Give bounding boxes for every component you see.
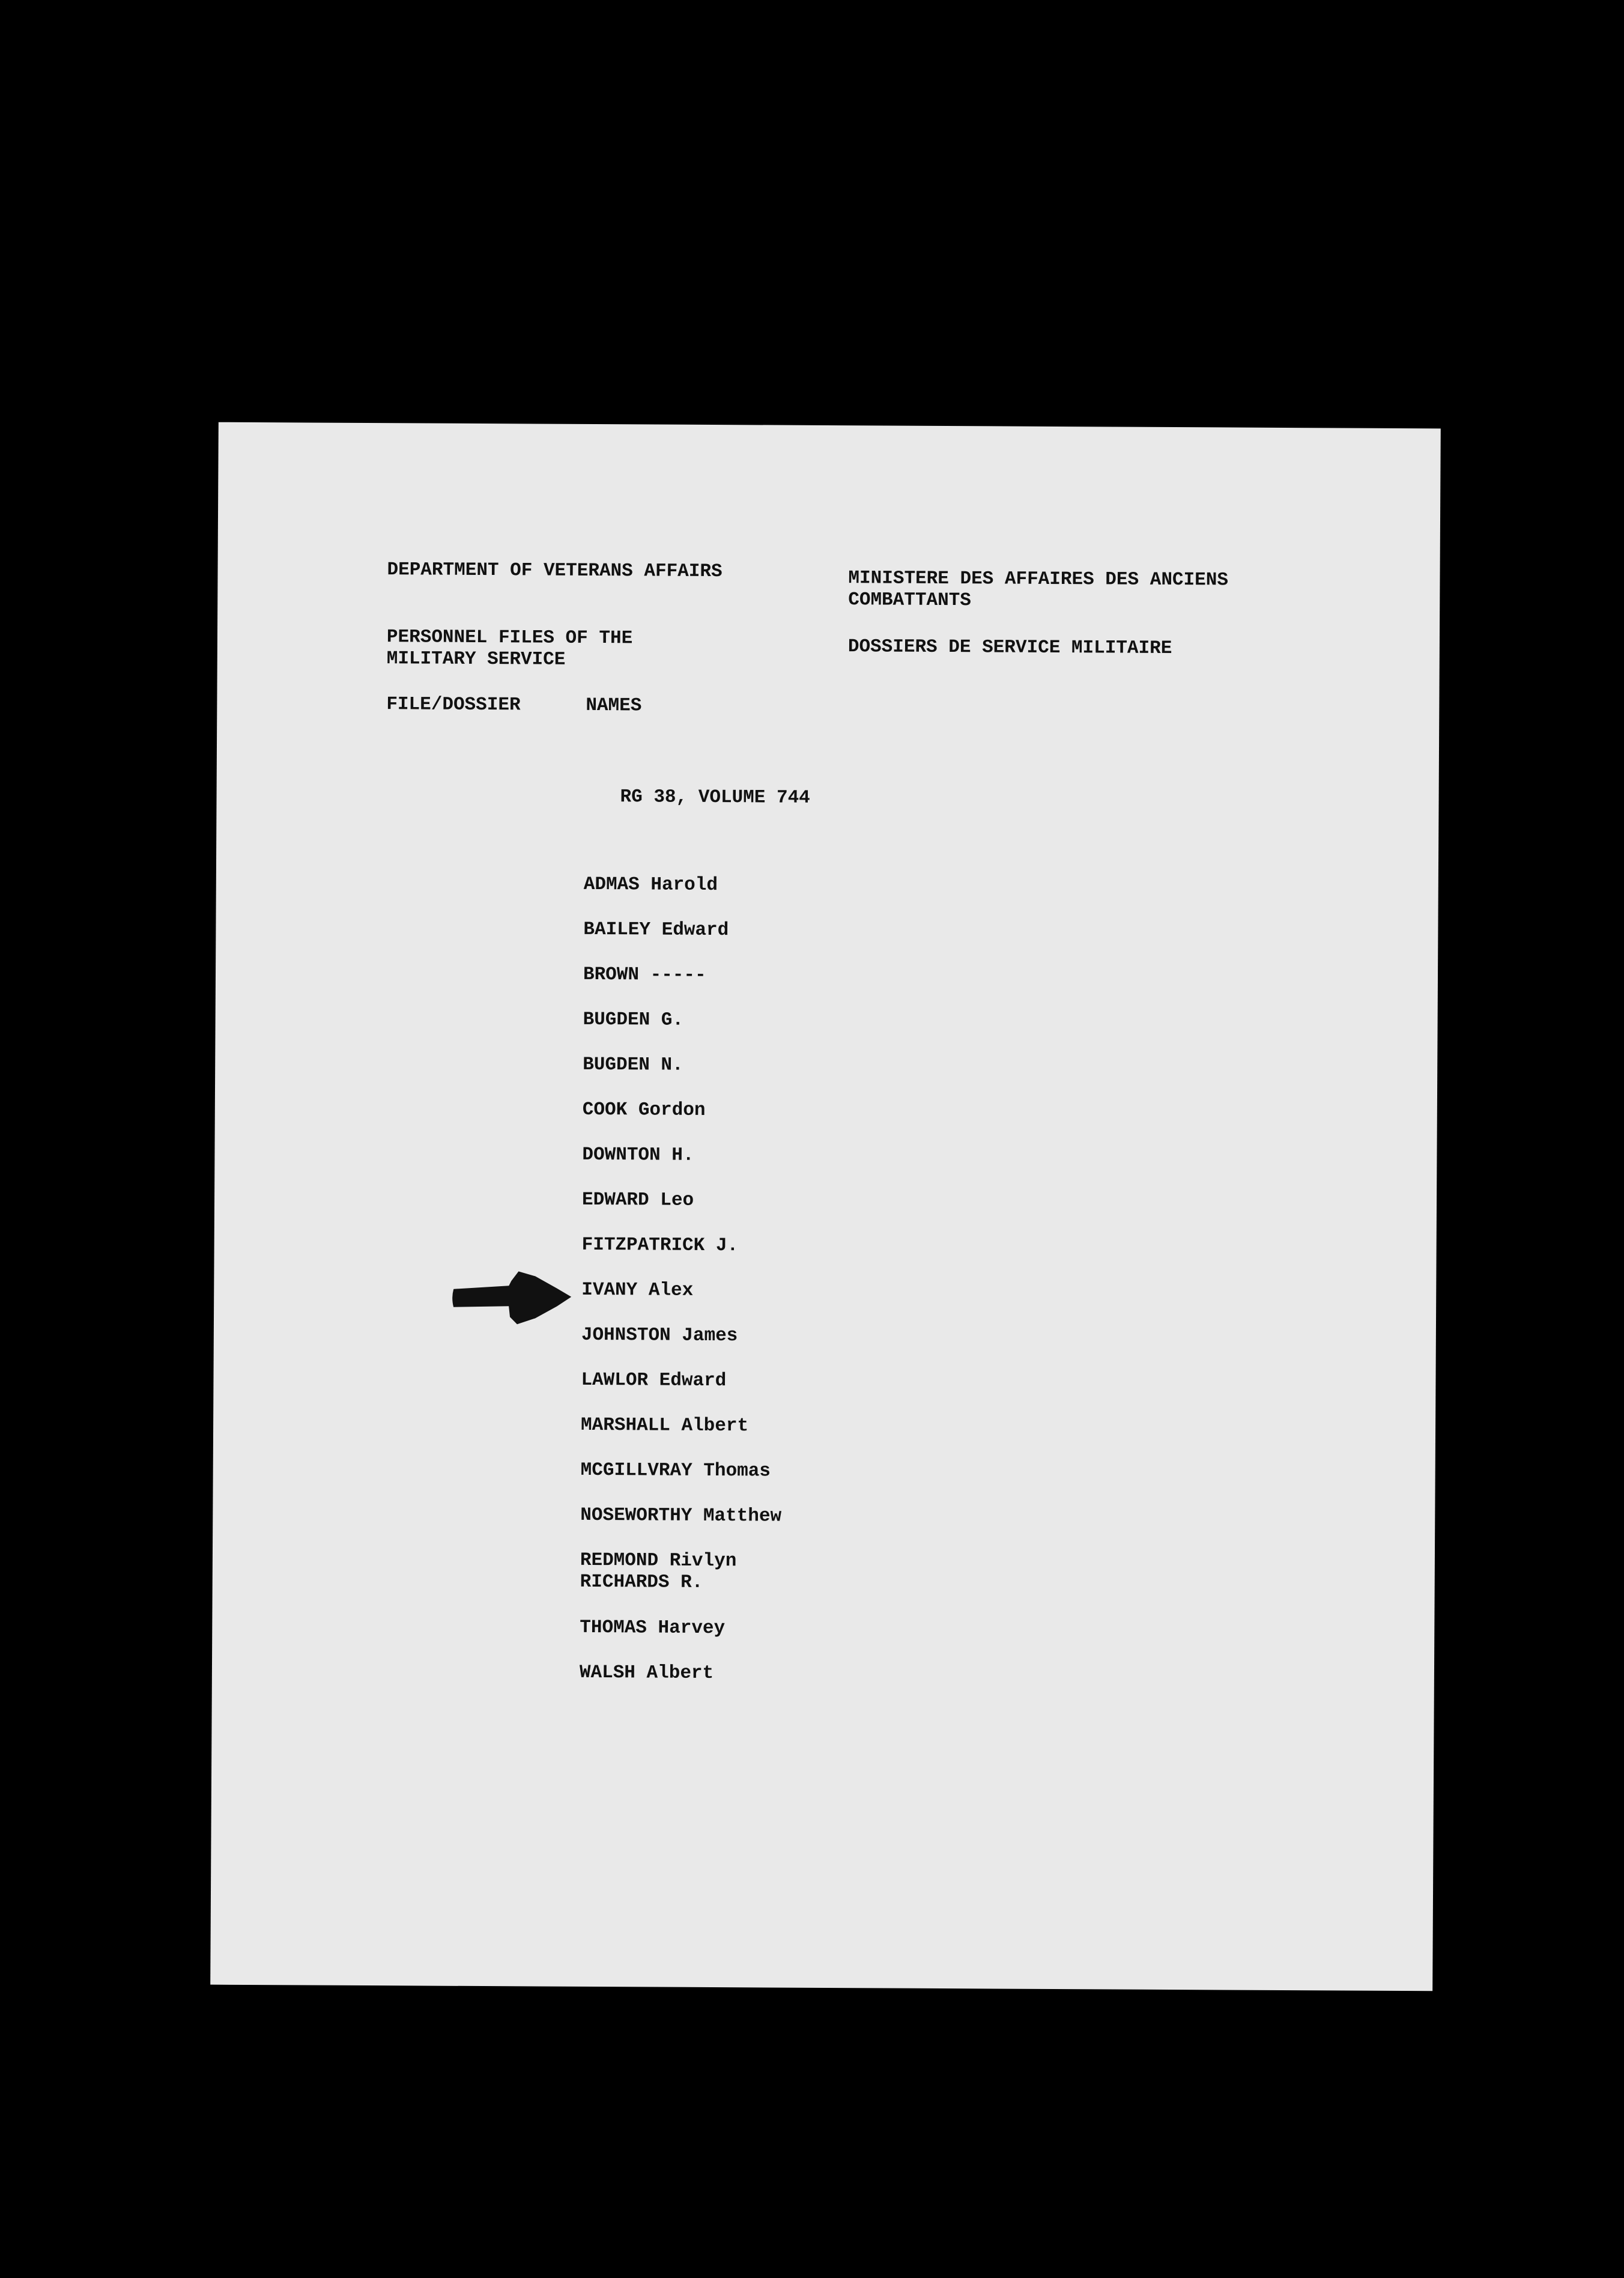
list-item: MARSHALL Albert (580, 1414, 749, 1437)
list-item: WALSH Albert (579, 1662, 714, 1684)
files-en-line2: MILITARY SERVICE (386, 648, 566, 670)
list-item: BUGDEN N. (583, 1054, 683, 1076)
document-page (210, 422, 1441, 1991)
department-fr-line2: COMBATTANTS (848, 589, 972, 612)
volume-heading: RG 38, VOLUME 744 (620, 786, 810, 809)
files-fr: DOSSIERS DE SERVICE MILITAIRE (847, 636, 1172, 660)
list-item: ADMAS Harold (583, 873, 718, 896)
list-item: FITZPATRICK J. (581, 1234, 739, 1257)
list-item: DOWNTON H. (582, 1144, 694, 1166)
list-item: JOHNSTON James (581, 1324, 738, 1347)
list-item: REDMOND Rivlyn (580, 1549, 737, 1572)
list-item: MCGILLVRAY Thomas (580, 1459, 771, 1482)
file-column-label: FILE/DOSSIER (386, 694, 521, 716)
department-en: DEPARTMENT OF VETERANS AFFAIRS (387, 559, 723, 583)
department-fr-line1: MINISTERE DES AFFAIRES DES ANCIENS (848, 568, 1229, 591)
pointing-arrow-icon (451, 1266, 578, 1327)
files-en-line1: PERSONNEL FILES OF THE (386, 627, 633, 649)
list-item: THOMAS Harvey (580, 1617, 726, 1639)
list-item: RICHARDS R. (580, 1571, 703, 1593)
list-item: BROWN ----- (583, 964, 706, 986)
list-item: BAILEY Edward (583, 919, 729, 941)
list-item: IVANY Alex (581, 1279, 694, 1301)
list-item: BUGDEN G. (583, 1009, 684, 1031)
list-item: NOSEWORTHY Matthew (580, 1504, 782, 1527)
names-column-label: NAMES (586, 694, 642, 717)
list-item: LAWLOR Edward (581, 1369, 727, 1392)
list-item: EDWARD Leo (581, 1189, 694, 1211)
list-item: COOK Gordon (582, 1099, 706, 1121)
